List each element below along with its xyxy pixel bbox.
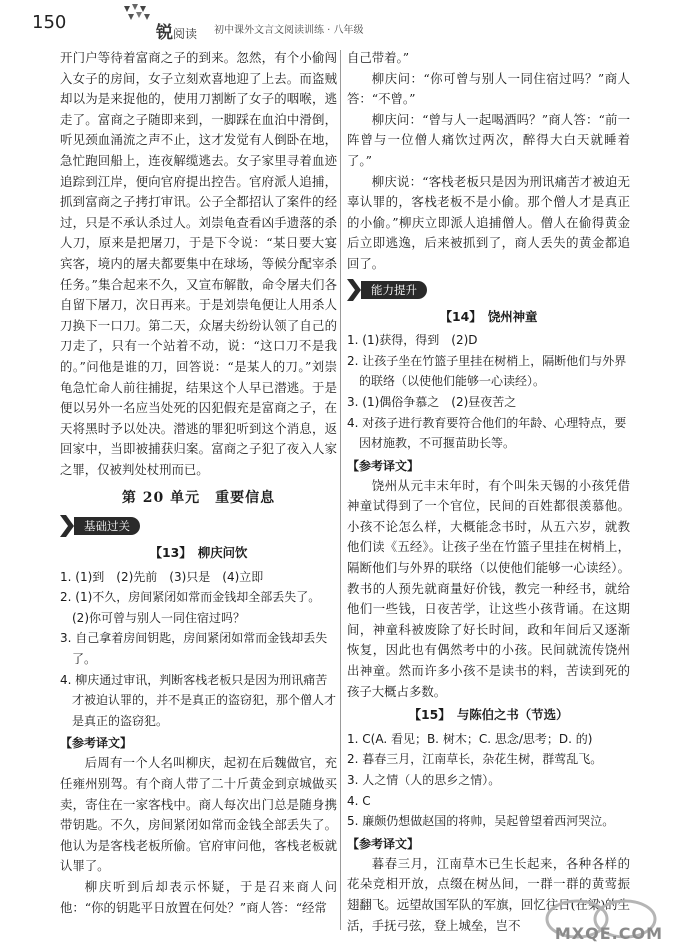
question-title-14: 【14】 饶州神童 (439, 308, 538, 324)
answer-item: 3. 人之情（人的思乡之情）。 (347, 773, 501, 787)
answer-item: 4. C (347, 793, 371, 808)
question-title-13: 【13】 柳庆问饮 (149, 545, 248, 561)
reference-paragraph: 饶州从元丰末年时，有个叫朱天锡的小孩凭借神童试得到了一个官位，民间的百姓都很羡慕他。小孩不论怎么样，大概能念书时，从五六岁，就教他们读《五经》。让孩子坐在竹篮子里挂在树梢上，隔断他们与外界的联络（以使他们能够一心读经）。教书的人预先就商量好价钱，教完一种经书，就给他们一些钱，日夜苦学，让这些小孩背诵。在这期间，神童科被废除了好长时间，政和年间后又逐渐恢复，因此也有偶然考中的小孩。民间就流传饶州出神童。然而许多小孩不是读书的料，苦读到死的孩子大概占多数。 (347, 477, 630, 699)
question-title-15: 【15】 与陈伯之书（节选） (408, 707, 569, 723)
reference-label: 【参考译文】 (60, 736, 133, 751)
reference-paragraph: 柳庆听到后却表示怀疑，于是召来商人问他：“你的钥匙平日放置在何处？”商人答：“经常 (60, 878, 337, 915)
reference-label: 【参考译文】 (347, 836, 420, 851)
answer-item: 1. (1)到 (2)先前 (3)只是 (4)立即 (60, 569, 264, 584)
banner-label: 能力提升 (361, 281, 427, 299)
translation-continued: 开门户等待着富商之子的到来。忽然，有个小偷闯入女子的房间，女子立刻欢喜地迎了上去。而盗贼却以为是来捉他的，使用刀割断了女子的咽喉，逃走了。富商之子随即来到，一脚踩在血泊中滑倒，听见颈血涌流之声不止，这才发觉有人倒卧在地，急忙跑回船上，连夜解缆逃去。女子家里寻着血迹追踪到江岸，便向官府提出控告。官府派人追捕，抓到富商之子拷打审讯。公子全都招认了案件的经过，只是不承认杀过人。刘崇龟查看凶手遗落的杀人刀，原来是把屠刀，于是下令说：“某日要大宴宾客，境内的屠夫都要集中在球场，等候分配宰杀任务。”集合起来不久，又宣布解散，命令屠夫们各自留下屠刀，次日再来。于是刘崇龟便让人用杀人刀换下一口刀。第二天，众屠夫纷纷认领了自己的刀走了，只有一个站着不动，说：“这口刀不是我的。”问他是谁的刀，回答说：“是某人的刀。”刘崇龟急忙命人前往捕捉，结果这个人早已潜逃。于是便以另外一名应当处死的囚犯假充是富商之子，在天将黑时予以处决。潜逃的罪犯听到这个消息，返回家中，当即被捕获归案。富商之子犯了夜入人家之罪，仅被判处杖刑而已。 (60, 50, 337, 477)
reference-paragraph: 暮春三月，江南草木已生长起来，各种各样的花朵竞相开放，点缀在树丛间，一群一群的黄莺振翅翻飞。远望故国军队的军旗，回忆往日(在梁)的生活，手抚弓弦，登上城垒，岂不 (347, 855, 630, 933)
answer-subitem: (2)你可曾与别人一同住宿过吗？ (72, 610, 245, 625)
reference-paragraph: 柳庆问：“你可曾与别人一同住宿过吗？”商人答：“不曾。” (347, 70, 630, 107)
page-header (0, 0, 675, 46)
page-number: 150 (32, 12, 67, 33)
reference-paragraph: 自己带着。” (347, 50, 410, 65)
logo-mark-icon (120, 2, 154, 36)
answer-item: 3. (1)偶俗争慕之 (2)昼夜苦之 (347, 394, 517, 409)
answer-item: 5. 廉颇仍想做赵国的将帅，吴起曾望着西河哭泣。 (347, 814, 615, 829)
reference-paragraph: 后周有一个人名叫柳庆，起初在后魏做官，充任雍州别驾。有个商人带了二十斤黄金到京城做买卖，寄住在一家客栈中。商人每次出门总是随身携带钥匙。不久，房间紧闭如常而金钱全部丢失了。他认为是客栈老板所偷。官府审问他，客栈老板就认罪了。 (60, 755, 337, 874)
banner-label: 基础过关 (74, 517, 140, 535)
unit-title: 第 20 单元 重要信息 (121, 490, 276, 507)
left-column (60, 48, 337, 918)
answer-item: 2. 让孩子坐在竹篮子里挂在树梢上，隔断他们与外界的联络（以使他们能够一心读经）。 (347, 353, 627, 389)
watermark-text: MXQE.COM (554, 924, 663, 943)
answer-item: 1. C(A. 看见；B. 树木；C. 思念/思考；D. 的) (347, 731, 593, 746)
answer-item: 1. (1)获得，得到 (2)D (347, 333, 478, 348)
reference-label: 【参考译文】 (347, 458, 420, 473)
answer-item: 3. 自己拿着房间钥匙，房间紧闭如常而金钱却丢失了。 (60, 631, 328, 667)
section-banner-basic (60, 515, 337, 537)
right-column (347, 48, 630, 936)
answer-item: 4. 对孩子进行教育要符合他们的年龄、心理特点，要因材施教，不可揠苗助长等。 (347, 415, 627, 451)
section-banner-ability (347, 279, 630, 301)
series-title: 初中课外文言文阅读训练 · 八年级 (214, 25, 364, 36)
answer-item: 2. 暮春三月，江南草长，杂花生树，群莺乱飞。 (347, 752, 603, 767)
answer-item: 4. 柳庆通过审讯，判断客栈老板只是因为刑讯痛苦才被迫认罪的，并不是真正的盗窃犯，那个僧人才是真正的盗窃犯。 (60, 672, 337, 728)
reference-paragraph: 柳庆说：“客栈老板只是因为刑讯痛苦才被迫无辜认罪的，客栈老板不是小偷。那个僧人才是真正的小偷。”柳庆立即派人追捕僧人。僧人在偷得黄金后立即逃逸，后来被抓到了，商人丢失的黄金都追回了。 (347, 173, 630, 271)
column-divider (340, 50, 341, 930)
brand-name: 锐阅读 (156, 23, 198, 43)
reference-paragraph: 柳庆问：“曾与人一起喝酒吗？”商人答：“前一阵曾与一位僧人痛饮过两次，醉得大白天就睡着了。” (347, 111, 630, 168)
answer-item: 2. (1)不久，房间紧闭如常而金钱却全部丢失了。 (60, 590, 321, 605)
